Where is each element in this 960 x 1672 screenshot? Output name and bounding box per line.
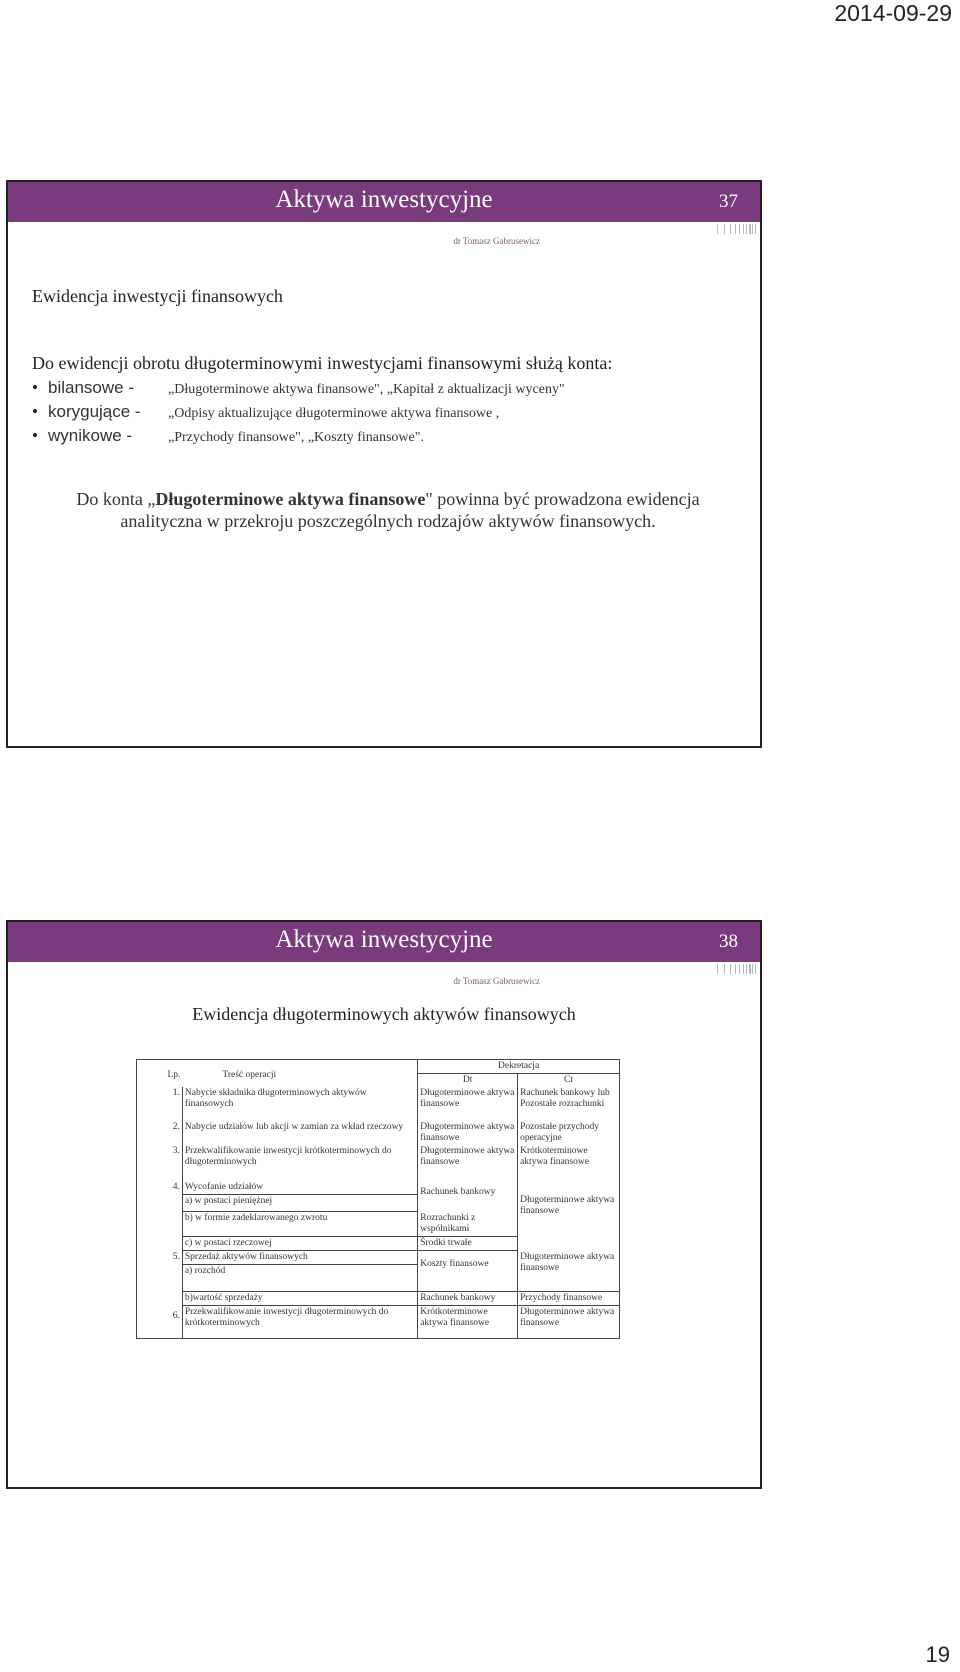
section-heading: Ewidencja długoterminowych aktywów finansowych [192, 1004, 576, 1024]
page-number: 19 [925, 1642, 950, 1667]
list-item [32, 402, 565, 426]
header-dekretacja: Dekretacja [418, 1060, 620, 1074]
intro-text: Do ewidencji obrotu długoterminowymi inwestycjami finansowymi służą konta: [32, 353, 613, 373]
header-dt: Dt [418, 1074, 518, 1088]
para-after: " powinna być prowadzona ewidencja analityczna w przekroju poszczególnych rodzajów aktywów finansowych. [120, 489, 700, 531]
cell-dt: Środki trwałe [418, 1237, 518, 1251]
bullet-desc: „Długoterminowe aktywa finansowe", „Kapitał z aktualizacji wyceny" [168, 382, 565, 397]
cell-tresc: Przekwalifikowanie inwestycji krótkoterminowych do długoterminowych [182, 1145, 417, 1181]
cell-tresc: Wycofanie udziałów [182, 1181, 417, 1195]
table-row [137, 1087, 620, 1121]
analytic-paragraph [68, 488, 708, 532]
bullet-desc: „Odpisy aktualizujące długoterminowe aktywa finansowe , [168, 406, 500, 421]
cell-lp: 1. [172, 1088, 180, 1098]
table-row [137, 1181, 620, 1195]
cell-ct: Pozostałe przychody operacyjne [518, 1121, 620, 1145]
cell-ct: Przychody finansowe [518, 1292, 620, 1306]
table-row [137, 1121, 620, 1145]
table-row [137, 1145, 620, 1181]
author: dr Tomasz Gabrusewicz [453, 236, 540, 246]
section-heading: Ewidencja inwestycji finansowych [32, 286, 283, 306]
cell-lp: 6. [172, 1310, 180, 1321]
decorative-lines [712, 964, 756, 976]
cell-tresc: Przekwalifikowanie inwestycji długoterminowych do krótkoterminowych [182, 1306, 417, 1339]
slide-header [8, 922, 760, 962]
cell-lp: 5. [172, 1251, 180, 1262]
list-item [32, 378, 565, 402]
cell-lp: 4. [172, 1182, 180, 1192]
cell-tresc: b) w formie zadeklarowanego zwrotu [182, 1212, 417, 1237]
cell-tresc: Nabycie udziałów lub akcji w zamian za wkład rzeczowy [182, 1121, 417, 1145]
cell-dt: Rozrachunki z wspólnikami [418, 1212, 518, 1237]
cell-dt: Długoterminowe aktywa finansowe [418, 1145, 518, 1181]
table-row [137, 1292, 620, 1306]
bullet-icon: • [32, 426, 38, 445]
slide-header [8, 182, 760, 222]
cell-lp: 2. [172, 1122, 180, 1132]
slide-title: Aktywa inwestycyjne [275, 186, 493, 213]
cell-ct: Rachunek bankowy lub Pozostałe rozrachunki [518, 1087, 620, 1121]
bullet-icon: • [32, 402, 38, 421]
cell-tresc: a) rozchód [182, 1265, 417, 1292]
cell-dt: Rachunek bankowy [418, 1181, 518, 1212]
header-ct: Ct [518, 1074, 620, 1088]
slide-number: 38 [719, 931, 738, 952]
slide-title: Aktywa inwestycyjne [275, 926, 493, 953]
header-tresc: Treść operacji [222, 1070, 277, 1080]
account-types-list [32, 378, 565, 450]
cell-dt: Krótkoterminowe aktywa finansowe [418, 1306, 518, 1339]
slide-number: 37 [719, 191, 738, 212]
cell-dt: Rachunek bankowy [418, 1292, 518, 1306]
list-item [32, 426, 565, 450]
slide-37 [6, 180, 762, 748]
cell-tresc: a) w postaci pieniężnej [182, 1195, 417, 1212]
table-header-row [137, 1060, 620, 1074]
cell-tresc: Sprzedaż aktywów finansowych [182, 1251, 417, 1265]
bullet-desc: „Przychody finansowe", „Koszty finansowe". [168, 430, 424, 445]
cell-ct: Krótkoterminowe aktywa finansowe [518, 1145, 620, 1181]
page-date: 2014-09-29 [834, 0, 952, 26]
operations-table [136, 1059, 620, 1339]
cell-ct: Długoterminowe aktywa finansowe [518, 1251, 620, 1292]
cell-ct: Długoterminowe aktywa finansowe [518, 1306, 620, 1339]
bullet-term: bilansowe - [48, 378, 134, 397]
cell-tresc: b)wartość sprzedaży [182, 1292, 417, 1306]
decorative-lines [712, 224, 756, 236]
para-before: Do konta „ [76, 489, 156, 509]
table-row [137, 1306, 620, 1339]
para-bold: Długoterminowe aktywa finansowe [155, 489, 426, 509]
cell-tresc: c) w postaci rzeczowej [182, 1237, 417, 1251]
cell-tresc: Nabycie składnika długoterminowych aktywów finansowych [182, 1087, 417, 1121]
bullet-term: korygujące - [48, 402, 141, 421]
cell-dt: Długoterminowe aktywa finansowe [418, 1121, 518, 1145]
cell-ct: Długoterminowe aktywa finansowe [518, 1181, 620, 1251]
bullet-icon: • [32, 378, 38, 397]
table-row [137, 1251, 620, 1265]
cell-dt: Długoterminowe aktywa finansowe [418, 1087, 518, 1121]
cell-dt: Koszty finansowe [418, 1251, 518, 1292]
header-lp: Lp. [167, 1070, 181, 1080]
cell-lp: 3. [172, 1146, 180, 1156]
slide-38 [6, 920, 762, 1489]
author: dr Tomasz Gabrusewicz [453, 976, 540, 986]
bullet-term: wynikowe - [48, 426, 133, 445]
